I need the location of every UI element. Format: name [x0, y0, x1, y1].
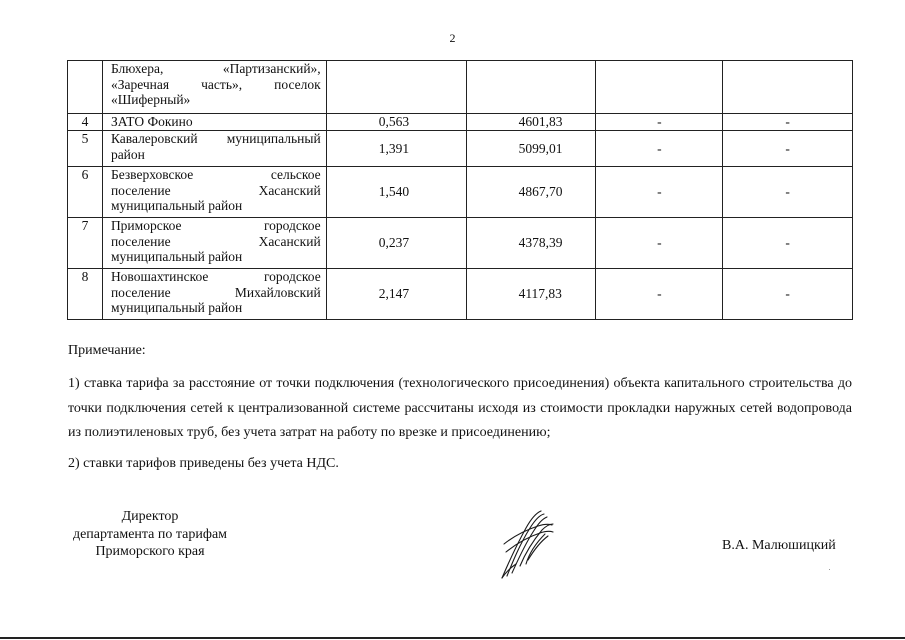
tariff-table: [67, 60, 853, 320]
scan-artifact-dot: [829, 569, 830, 570]
column-5-cell: -: [596, 131, 723, 167]
column-5-cell: -: [596, 167, 723, 218]
cost-cell: 4601,83: [466, 114, 596, 131]
territory-name-line: муниципальный район: [110, 249, 243, 264]
territory-name-line: поселение Михайловский: [110, 284, 321, 300]
rate-cell: 2,147: [326, 269, 466, 320]
territory-name-cell: [102, 61, 326, 114]
table-row: [68, 269, 853, 320]
page-number: 2: [449, 31, 456, 45]
signer-position: [60, 508, 240, 561]
column-6-cell: -: [723, 167, 853, 218]
column-6-cell: [723, 61, 853, 114]
territory-name-line: Кавалеровский муниципальный: [110, 131, 321, 146]
territory-name-line: «Заречная часть», поселок: [110, 76, 321, 92]
handwritten-signature: [498, 506, 558, 582]
table-row: [68, 114, 853, 131]
row-number-cell: 8: [68, 269, 103, 320]
territory-name-line: поселение Хасанский: [110, 233, 321, 249]
territory-name-line: «Шиферный»: [110, 92, 191, 107]
cost-cell: [466, 61, 596, 114]
rate-cell: 0,563: [326, 114, 466, 131]
row-number-cell: 4: [68, 114, 103, 131]
signer-position-line: департамента по тарифам: [72, 526, 228, 542]
note-item-2: 2) ставки тарифов приведены без учета НДС.: [68, 455, 339, 471]
territory-name-line: Блюхера, «Партизанский»,: [110, 61, 321, 76]
signer-position-line: Приморского края: [95, 544, 205, 559]
row-number-cell: 7: [68, 218, 103, 269]
row-number-cell: 6: [68, 167, 103, 218]
notes-title: Примечание:: [68, 343, 146, 358]
column-5-cell: -: [596, 114, 723, 131]
territory-name-line: муниципальный район: [110, 198, 243, 213]
cost-cell: 4378,39: [466, 218, 596, 269]
cost-cell: 5099,01: [466, 131, 596, 167]
table-row: [68, 167, 853, 218]
territory-name-cell: [102, 269, 326, 320]
signer-position-line: Директор: [121, 509, 179, 524]
cost-cell: 4117,83: [466, 269, 596, 320]
column-5-cell: -: [596, 218, 723, 269]
note-item-1: 1) ставка тарифа за расстояние от точки подключения (технологического присоединения) объекта капитального строительства до точки подключения сетей к централизованной системе рассчитаны исходя из стоимости прокладки наружных сетей водопровода из полиэтиленовых труб, без учета затрат на работу по врезке и присоединению;: [68, 376, 852, 440]
territory-name-line: поселение Хасанский: [110, 182, 321, 198]
column-5-cell: -: [596, 269, 723, 320]
column-5-cell: [596, 61, 723, 114]
row-number-cell: [68, 61, 103, 114]
column-6-cell: -: [723, 114, 853, 131]
bottom-edge-line: [0, 637, 905, 639]
territory-name-cell: [102, 131, 326, 167]
territory-name-cell: [102, 218, 326, 269]
rate-cell: 1,540: [326, 167, 466, 218]
rate-cell: 0,237: [326, 218, 466, 269]
signer-name: В.А. Малюшицкий: [722, 538, 836, 553]
table-row: [68, 61, 853, 114]
column-6-cell: -: [723, 269, 853, 320]
territory-name-line: ЗАТО Фокино: [110, 114, 193, 129]
territory-name-line: район: [110, 146, 145, 162]
territory-name-line: Безверховское сельское: [110, 167, 321, 182]
notes-section: [68, 343, 852, 474]
cost-cell: 4867,70: [466, 167, 596, 218]
rate-cell: [326, 61, 466, 114]
row-number-cell: 5: [68, 131, 103, 167]
rate-cell: 1,391: [326, 131, 466, 167]
column-6-cell: -: [723, 131, 853, 167]
territory-name-line: муниципальный район: [110, 300, 243, 315]
territory-name-cell: [102, 114, 326, 131]
table-row: [68, 218, 853, 269]
territory-name-line: Приморское городское: [110, 218, 321, 233]
territory-name-line: Новошахтинское городское: [110, 269, 321, 284]
table-row: [68, 131, 853, 167]
tariff-table-body: [68, 61, 853, 320]
column-6-cell: -: [723, 218, 853, 269]
territory-name-cell: [102, 167, 326, 218]
